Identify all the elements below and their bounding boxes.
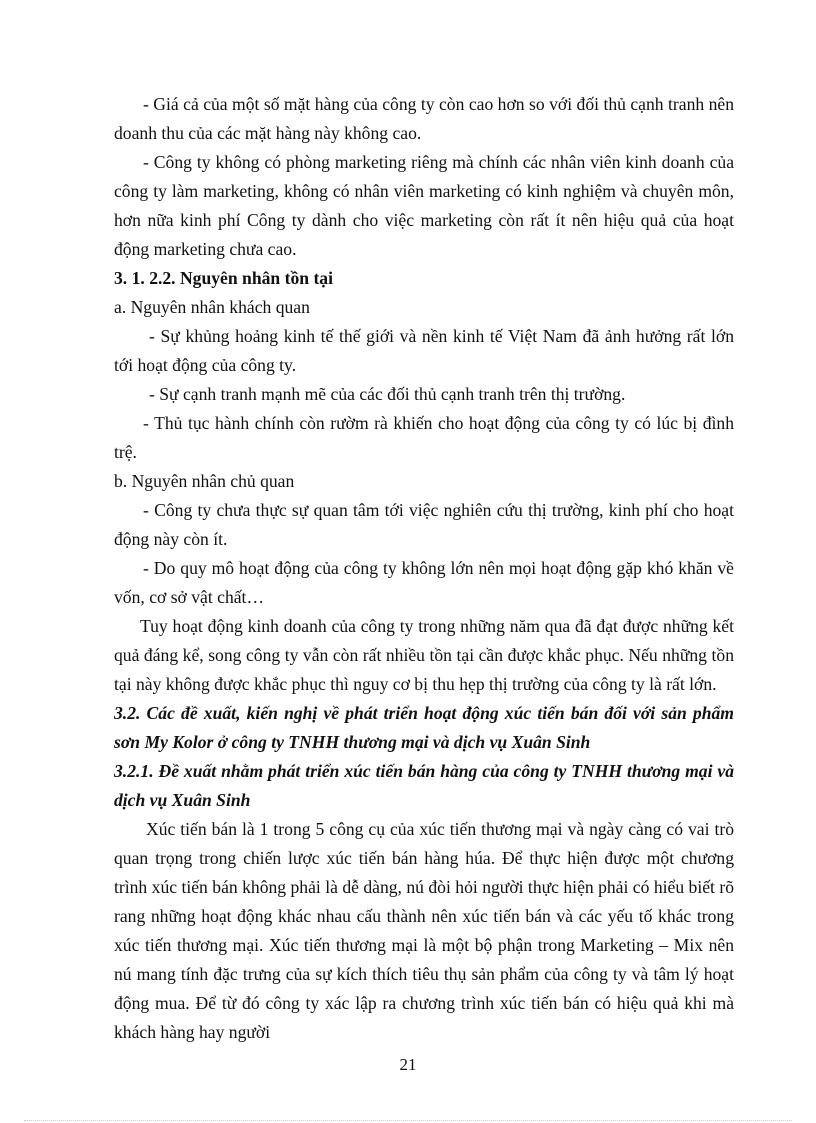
section-heading-3-2: 3.2. Các đề xuất, kiến nghị về phát triển hoạt động xúc tiến bán đối với sản phẩm sơn My Kolor ở công ty TNHH thương mại và dịch vụ Xuân Sinh xyxy=(114,703,734,752)
paragraph-sales-promotion: Xúc tiến bán là 1 trong 5 công cụ của xúc tiến thương mại và ngày càng có vai trò quan trọng trong chiến lược xúc tiến bán hàng húa. Để thực hiện được một chương trình xúc tiến bán không phải là dễ dàng, nú đòi hỏi người thực hiện phải có hiểu biết rõ rang những hoạt động khác nhau cấu thành nên xúc tiến bán và các yếu tố khác trong xúc tiến thương mại. Xúc tiến thương mại là một bộ phận trong Marketing – Mix nên nú mang tính đặc trưng của sự kích thích tiêu thụ sản phẩm của công ty và tâm lý hoạt động mua. Để từ đó công ty xác lập ra chương trình xúc tiến bán có hiệu quả khi mà khách hàng hay người xyxy=(114,819,734,1042)
section-heading-3-1-2-2: 3. 1. 2.2. Nguyên nhân tồn tại xyxy=(114,268,333,288)
paragraph-economic-crisis: - Sự khủng hoảng kinh tế thế giới và nền kinh tế Việt Nam đã ảnh hưởng rất lớn tới hoạt động của công ty. xyxy=(114,326,734,375)
paragraph-competition: - Sự cạnh tranh mạnh mẽ của các đối thủ cạnh tranh trên thị trường. xyxy=(149,384,626,404)
paragraph-price-weakness: - Giá cả của một số mặt hàng của công ty còn cao hơn so với đối thủ cạnh tranh nên doanh thu của các mặt hàng này không cao. xyxy=(114,94,734,143)
paragraph-administrative-procedures: - Thủ tục hành chính còn rườm rà khiến cho hoạt động của công ty có lúc bị đình trệ. xyxy=(114,413,734,462)
page-number: 21 xyxy=(399,1055,417,1074)
page-bottom-border xyxy=(24,1120,792,1121)
subheading-subjective-causes: b. Nguyên nhân chủ quan xyxy=(114,471,295,491)
body-text xyxy=(114,90,734,1047)
paragraph-marketing-weakness: - Công ty không có phòng marketing riêng mà chính các nhân viên kinh doanh của công ty làm marketing, không có nhân viên marketing có kinh nghiệm và chuyên môn, hơn nữa kinh phí Công ty dành cho việc marketing còn rất ít nên hiệu quả của hoạt động marketing chưa cao. xyxy=(114,152,734,259)
paragraph-scale-constraints: - Do quy mô hoạt động của công ty không lớn nên mọi hoạt động gặp khó khăn về vốn, cơ sở vật chất… xyxy=(114,558,734,607)
paragraph-market-research: - Công ty chưa thực sự quan tâm tới việc nghiên cứu thị trường, kinh phí cho hoạt động này còn ít. xyxy=(114,500,734,549)
paragraph-summary: Tuy hoạt động kinh doanh của công ty trong những năm qua đã đạt được những kết quả đáng kể, song công ty vẫn còn rất nhiều tồn tại cần được khắc phục. Nếu những tồn tại này không được khắc phục thì nguy cơ bị thu hẹp thị trường của công ty là rất lớn. xyxy=(114,616,734,694)
section-heading-3-2-1: 3.2.1. Đề xuất nhằm phát triển xúc tiến bán hàng của công ty TNHH thương mại và dịch vụ Xuân Sinh xyxy=(114,761,734,810)
subheading-objective-causes: a. Nguyên nhân khách quan xyxy=(114,297,310,317)
